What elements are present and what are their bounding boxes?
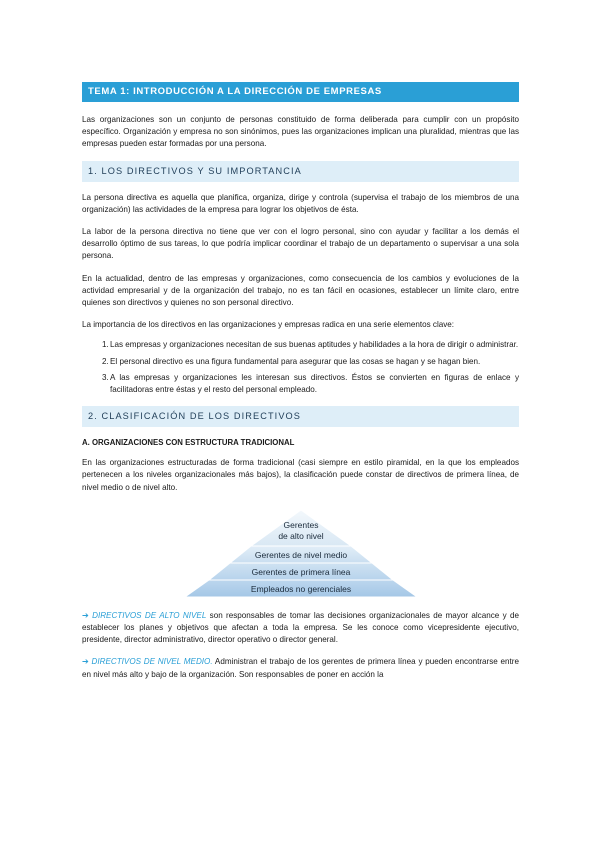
list-item	[82, 339, 519, 351]
section-2-title: 2. CLASIFICACIÓN DE LOS DIRECTIVOS	[82, 406, 519, 427]
pyramid-level-2-label: Gerentes de nivel medio	[254, 549, 347, 560]
pyramid-graphic	[181, 508, 421, 598]
pyramid-level-4-label: Empleados no gerenciales	[250, 583, 351, 594]
importance-list	[82, 339, 519, 396]
list-item	[82, 356, 519, 368]
list-number: 3.	[102, 372, 109, 382]
list-number: 1.	[102, 340, 109, 350]
subsection-heading: A. ORGANIZACIONES CON ESTRUCTURA TRADICIONAL	[82, 438, 295, 448]
document-page	[82, 82, 519, 681]
section-1-title: 1. LOS DIRECTIVOS Y SU IMPORTANCIA	[82, 161, 519, 182]
middle-managers-lead: ➔ DIRECTIVOS DE NIVEL MEDIO.	[82, 657, 213, 667]
list-text: El personal directivo es una figura fundamental para asegurar que las cosas se hagan y se hagan bien.	[110, 356, 481, 366]
management-pyramid	[181, 508, 421, 598]
list-number: 2.	[102, 356, 109, 366]
pyramid-top-label-2: de alto nivel	[277, 530, 324, 541]
middle-managers-paragraph	[82, 656, 519, 680]
list-text: A las empresas y organizaciones les interesan sus directivos. Éstos se convierten en figuras de enlace y facilitadoras entre éstas y el resto del personal empleado.	[110, 372, 519, 395]
section-1-paragraph-3: En la actualidad, dentro de las empresas y organizaciones, como consecuencia de los cambios y evoluciones de la actividad empresarial y de la organización del trabajo, no es tan fácil en ocasiones, establecer un límite claro, entre quienes son directivos y quienes no son personal directivo.	[82, 273, 519, 308]
pyramid-top-label-1: Gerentes	[283, 519, 318, 530]
middle-managers-text: Administran el trabajo de los gerentes de primera línea y pueden encontrarse entre en nivel más alto y bajo de la organización. Son responsables de poner en acción la	[82, 657, 519, 679]
list-item	[82, 372, 519, 396]
pyramid-level-3-label: Gerentes de primera línea	[251, 566, 350, 577]
section-1-paragraph-4: La importancia de los directivos en las organizaciones y empresas radica en una serie elementos clave:	[82, 320, 455, 330]
list-text: Las empresas y organizaciones necesitan de sus buenas aptitudes y habilidades a la hora de dirigir o administrar.	[110, 340, 519, 350]
section-1-paragraph-1: La persona directiva es aquella que planifica, organiza, dirige y controla (supervisa el trabajo de los miembros de una organización) las actividades de la empresa para lograr los objetivos de ésta.	[82, 192, 519, 214]
intro-paragraph: Las organizaciones son un conjunto de personas constituido de forma deliberada para cumplir con un propósito específico. Organización y empresa no son sinónimos, pues las organizaciones implican una pluralidad, mientras que las empresas pueden estar formadas por una persona.	[82, 115, 519, 149]
senior-managers-lead: ➔ DIRECTIVOS DE ALTO NIVEL	[82, 610, 207, 620]
section-2-paragraph-1: En las organizaciones estructuradas de forma tradicional (casi siempre en estilo piramidal, en la que los empleados pertenecen a los niveles organizacionales más bajos), la clasificación puede constar de directivos de primera línea, de nivel medio o de nivel alto.	[82, 458, 519, 492]
senior-managers-paragraph	[82, 610, 519, 647]
section-1-paragraph-2: La labor de la persona directiva no tiene que ver con el logro personal, sino con ayudar y facilitar a los demás el desarrollo óptimo de sus tareas, lo que podría implicar coordinar el trabajo de un departamento o supervisar a una sola persona.	[82, 227, 519, 261]
senior-managers-text: son responsables de tomar las decisiones organizacionales de mayor alcance y de establecer los planes y objetivos que afectan a toda la empresa. Se les conoce como vicepresidente ejecutivo, presidente, director administrativo, director operativo o director general.	[82, 610, 519, 645]
topic-title: TEMA 1: INTRODUCCIÓN A LA DIRECCIÓN DE EMPRESAS	[82, 82, 519, 102]
